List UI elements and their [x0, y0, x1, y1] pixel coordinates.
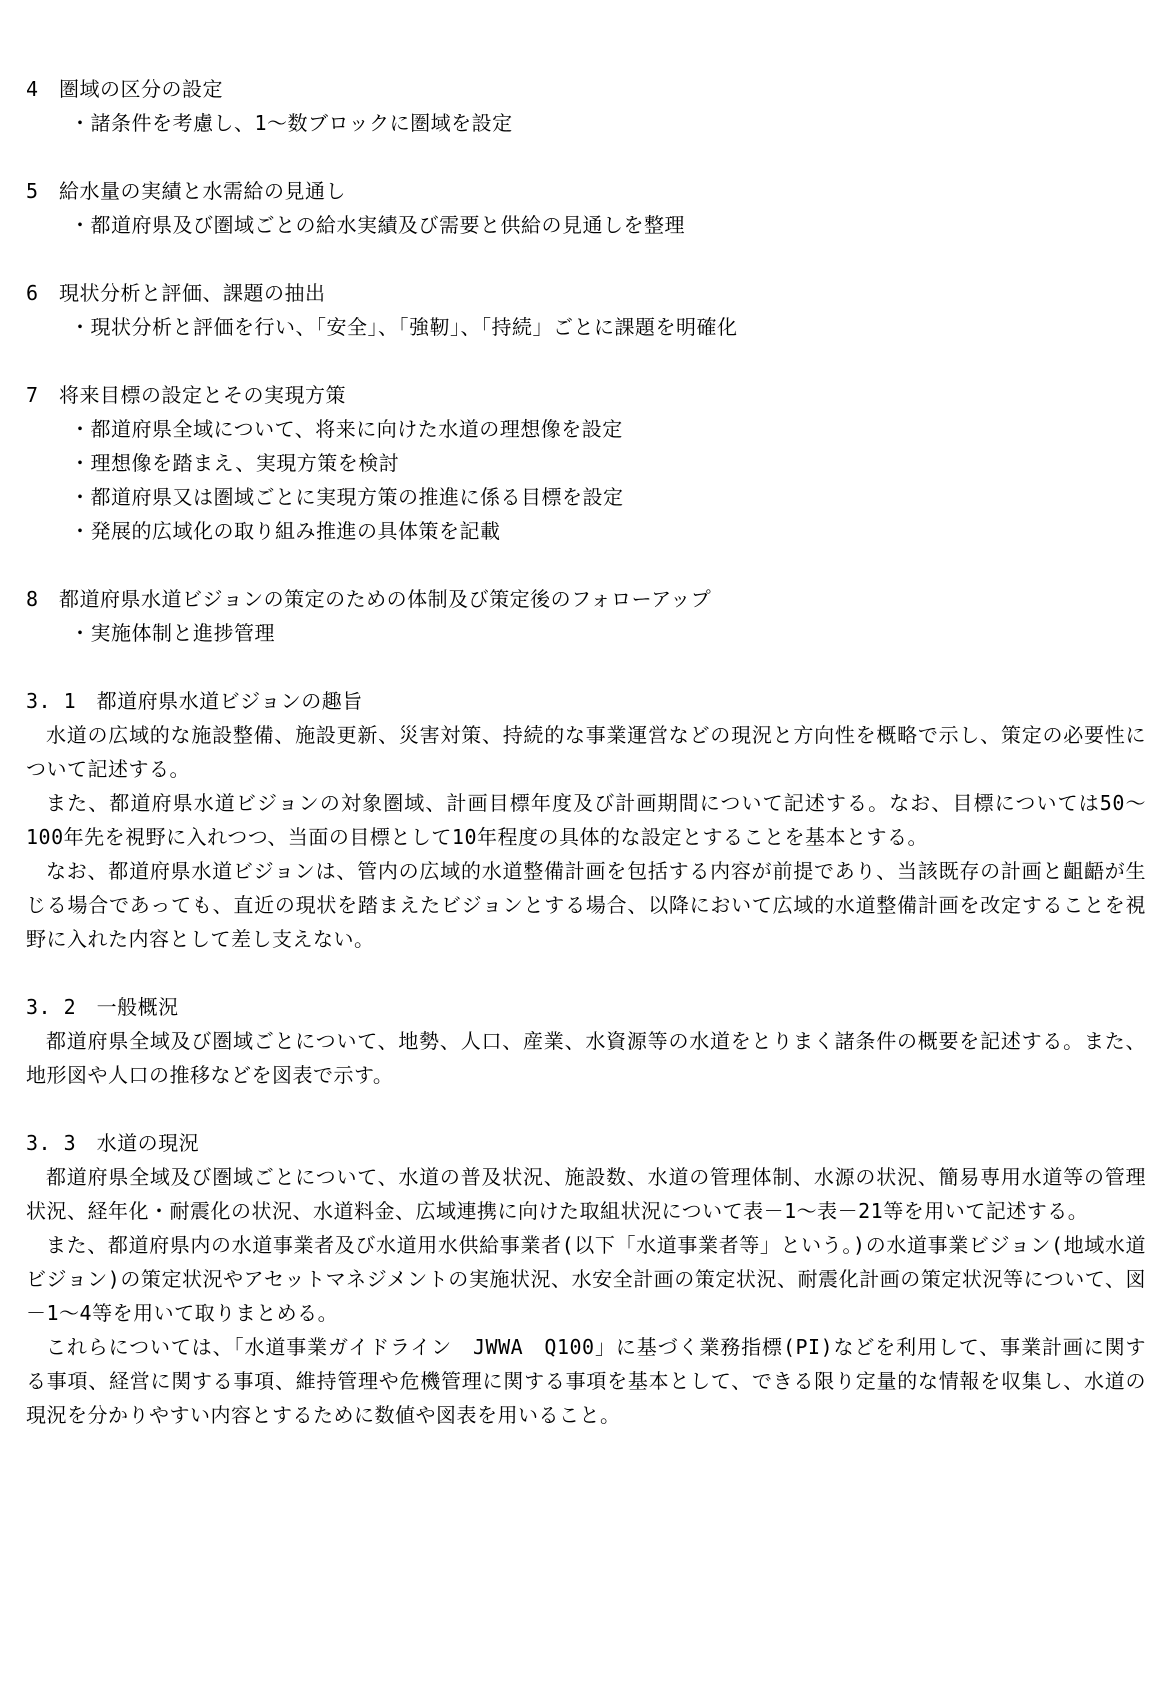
subsection-3-3-paragraph: これらについては、「水道事業ガイドライン JWWA Q100」に基づく業務指標(PI)などを利用して、事業計画に関する事項、経営に関する事項、維持管理や危機管理に関する事項を基本として、できる限り定量的な情報を収集し、水道の現況を分かりやすい内容とするために数値や図表を用いること。 [26, 1335, 1146, 1427]
subsection-3-3-heading: 3. 3 水道の現況 [26, 1131, 200, 1155]
section-4-bullet: ・諸条件を考慮し、1～数ブロックに圏域を設定 [70, 111, 513, 135]
subsection-3-2-paragraph: 都道府県全域及び圏域ごとについて、地勢、人口、産業、水資源等の水道をとりまく諸条件の概要を記述する。また、地形図や人口の推移などを図表で示す。 [26, 1029, 1146, 1087]
spacer [26, 344, 1146, 378]
spacer [26, 650, 1146, 684]
spacer [26, 956, 1146, 990]
section-7-bullet: ・都道府県全域について、将来に向けた水道の理想像を設定 [70, 417, 623, 441]
section-5-heading: 5 給水量の実績と水需給の見通し [26, 179, 347, 203]
section-7-bullet: ・都道府県又は圏域ごとに実現方策の推進に係る目標を設定 [70, 485, 624, 509]
subsection-3-1-paragraph: また、都道府県水道ビジョンの対象圏域、計画目標年度及び計画期間について記述する。なお、目標については50～100年先を視野に入れつつ、当面の目標として10年程度の具体的な設定とすることを基本とする。 [26, 791, 1146, 849]
spacer [26, 140, 1146, 174]
section-6-heading: 6 現状分析と評価、課題の抽出 [26, 281, 326, 305]
section-8-heading: 8 都道府県水道ビジョンの策定のための体制及び策定後のフォローアップ [26, 587, 712, 611]
spacer [26, 1092, 1146, 1126]
section-5-bullet: ・都道府県及び圏域ごとの給水実績及び需要と供給の見通しを整理 [70, 213, 685, 237]
spacer [26, 548, 1146, 582]
section-8-bullet: ・実施体制と進捗管理 [70, 621, 275, 645]
section-4-heading: 4 圏域の区分の設定 [26, 77, 224, 101]
subsection-3-1-heading: 3. 1 都道府県水道ビジョンの趣旨 [26, 689, 363, 713]
section-6-bullet: ・現状分析と評価を行い、「安全」、「強靭」、「持続」ごとに課題を明確化 [70, 315, 738, 339]
subsection-3-1-paragraph: なお、都道府県水道ビジョンは、管内の広域的水道整備計画を包括する内容が前提であり、当該既存の計画と齟齬が生じる場合であっても、直近の現状を踏まえたビジョンとする場合、以降において広域的水道整備計画を改定することを視野に入れた内容として差し支えない。 [26, 859, 1146, 951]
subsection-3-1-paragraph: 水道の広域的な施設整備、施設更新、災害対策、持続的な事業運営などの現況と方向性を概略で示し、策定の必要性について記述する。 [26, 723, 1146, 781]
section-7-bullet: ・理想像を踏まえ、実現方策を検討 [70, 451, 400, 475]
section-7-bullet: ・発展的広域化の取り組み推進の具体策を記載 [70, 519, 501, 543]
subsection-3-2-heading: 3. 2 一般概況 [26, 995, 179, 1019]
document-page [26, 72, 1146, 1432]
spacer [26, 242, 1146, 276]
subsection-3-3-paragraph: 都道府県全域及び圏域ごとについて、水道の普及状況、施設数、水道の管理体制、水源の状況、簡易専用水道等の管理状況、経年化・耐震化の状況、水道料金、広域連携に向けた取組状況について表－1～表－21等を用いて記述する。 [26, 1165, 1146, 1223]
section-7-heading: 7 将来目標の設定とその実現方策 [26, 383, 347, 407]
subsection-3-3-paragraph: また、都道府県内の水道事業者及び水道用水供給事業者(以下「水道事業者等」という。)の水道事業ビジョン(地域水道ビジョン)の策定状況やアセットマネジメントの実施状況、水安全計画の策定状況、耐震化計画の策定状況等について、図－1～4等を用いて取りまとめる。 [26, 1233, 1146, 1325]
